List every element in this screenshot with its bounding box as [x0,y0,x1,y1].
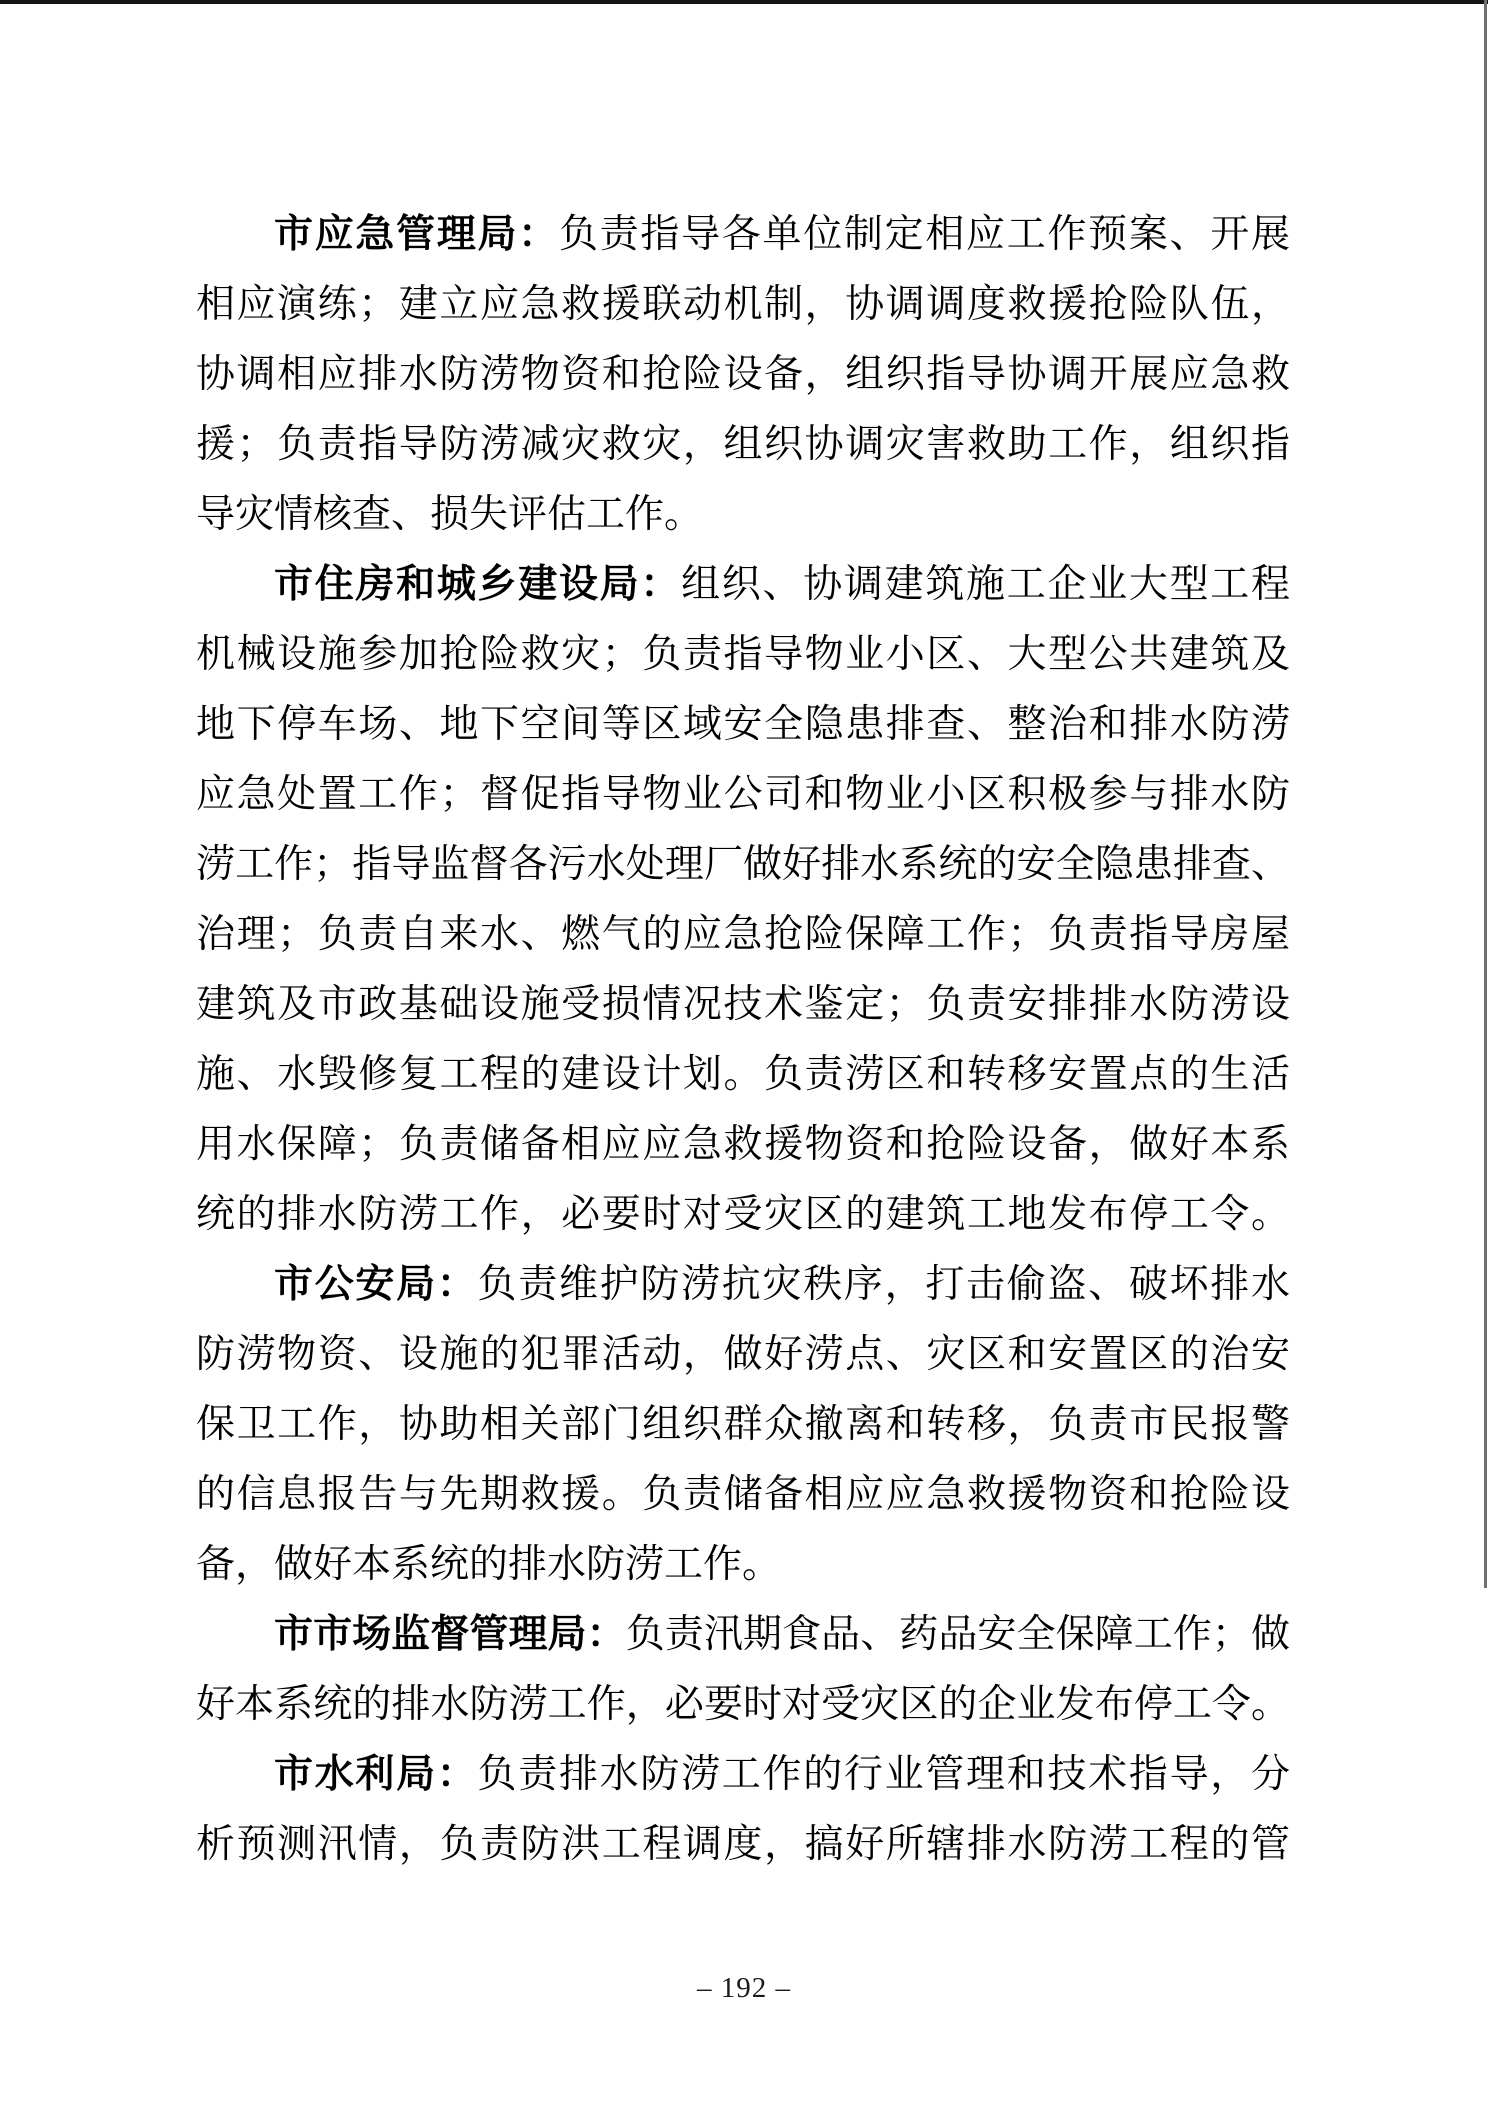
text-line [196,1320,1290,1390]
text-line [196,620,1290,690]
line-text: 机械设施参加抢险救灾；负责指导物业小区、大型公共建筑及 [196,633,1290,676]
line-text: 援；负责指导防涝减灾救灾，组织协调灾害救助工作，组织指 [196,423,1290,466]
line-text: 应急处置工作；督促指导物业公司和物业小区积极参与排水防 [196,773,1290,816]
paragraph-heading: 市市场监督管理局： [274,1613,626,1656]
text-line [196,340,1290,410]
line-text: 备，做好本系统的排水防涝工作。 [196,1543,782,1586]
text-line [196,1250,1290,1320]
text-line [196,270,1290,340]
paragraph-heading: 市住房和城乡建设局： [274,563,682,606]
line-text: 保卫工作，协助相关部门组织群众撤离和转移，负责市民报警 [196,1403,1290,1446]
line-text: 相应演练；建立应急救援联动机制，协调调度救援抢险队伍， [196,283,1290,326]
line-text: 好本系统的排水防涝工作，必要时对受灾区的企业发布停工令。 [196,1683,1290,1726]
line-text: 负责汛期食品、药品安全保障工作；做 [625,1613,1290,1656]
text-line [196,1390,1290,1460]
line-text: 导灾情核查、损失评估工作。 [196,493,704,536]
text-line [196,200,1290,270]
line-text: 的信息报告与先期救援。负责储备相应应急救援物资和抢险设 [196,1473,1290,1516]
top-scan-edge-bar [0,0,1488,4]
line-text: 负责指导各单位制定相应工作预案、开展 [558,213,1290,256]
line-text: 协调相应排水防涝物资和抢险设备，组织指导协调开展应急救 [196,353,1290,396]
text-line [196,550,1290,620]
text-line [196,1460,1290,1530]
line-text: 统的排水防涝工作，必要时对受灾区的建筑工地发布停工令。 [196,1193,1290,1236]
line-text: 治理；负责自来水、燃气的应急抢险保障工作；负责指导房屋 [196,913,1290,956]
line-text: 施、水毁修复工程的建设计划。负责涝区和转移安置点的生活 [196,1053,1290,1096]
text-line [196,1040,1290,1110]
right-scan-edge-line [1484,0,1487,1588]
line-text: 负责维护防涝抗灾秩序，打击偷盗、破坏排水 [477,1263,1290,1306]
page-number: – 192 – [697,1972,791,2004]
line-text: 建筑及市政基础设施受损情况技术鉴定；负责安排排水防涝设 [196,983,1290,1026]
text-line [196,480,1290,550]
text-line [196,690,1290,760]
line-text: 析预测汛情，负责防洪工程调度，搞好所辖排水防涝工程的管 [196,1823,1290,1866]
text-line [196,1600,1290,1670]
text-line [196,830,1290,900]
line-text: 用水保障；负责储备相应应急救援物资和抢险设备，做好本系 [196,1123,1290,1166]
text-line [196,1180,1290,1250]
paragraph-heading: 市公安局： [274,1263,478,1306]
line-text: 防涝物资、设施的犯罪活动，做好涝点、灾区和安置区的治安 [196,1333,1290,1376]
paragraph-heading: 市应急管理局： [274,213,559,256]
line-text: 组织、协调建筑施工企业大型工程 [681,563,1290,606]
document-text [196,200,1290,1880]
paragraph-heading: 市水利局： [274,1753,478,1796]
text-line [196,1530,1290,1600]
text-line [196,1110,1290,1180]
text-line [196,900,1290,970]
text-line [196,760,1290,830]
line-text: 负责排水防涝工作的行业管理和技术指导，分 [477,1753,1290,1796]
text-line [196,970,1290,1040]
text-line [196,1740,1290,1810]
text-line [196,410,1290,480]
text-line [196,1810,1290,1880]
page-footer [0,1968,1488,2008]
text-line [196,1670,1290,1740]
line-text: 地下停车场、地下空间等区域安全隐患排查、整治和排水防涝 [196,703,1290,746]
line-text: 涝工作；指导监督各污水处理厂做好排水系统的安全隐患排查、 [196,843,1290,886]
